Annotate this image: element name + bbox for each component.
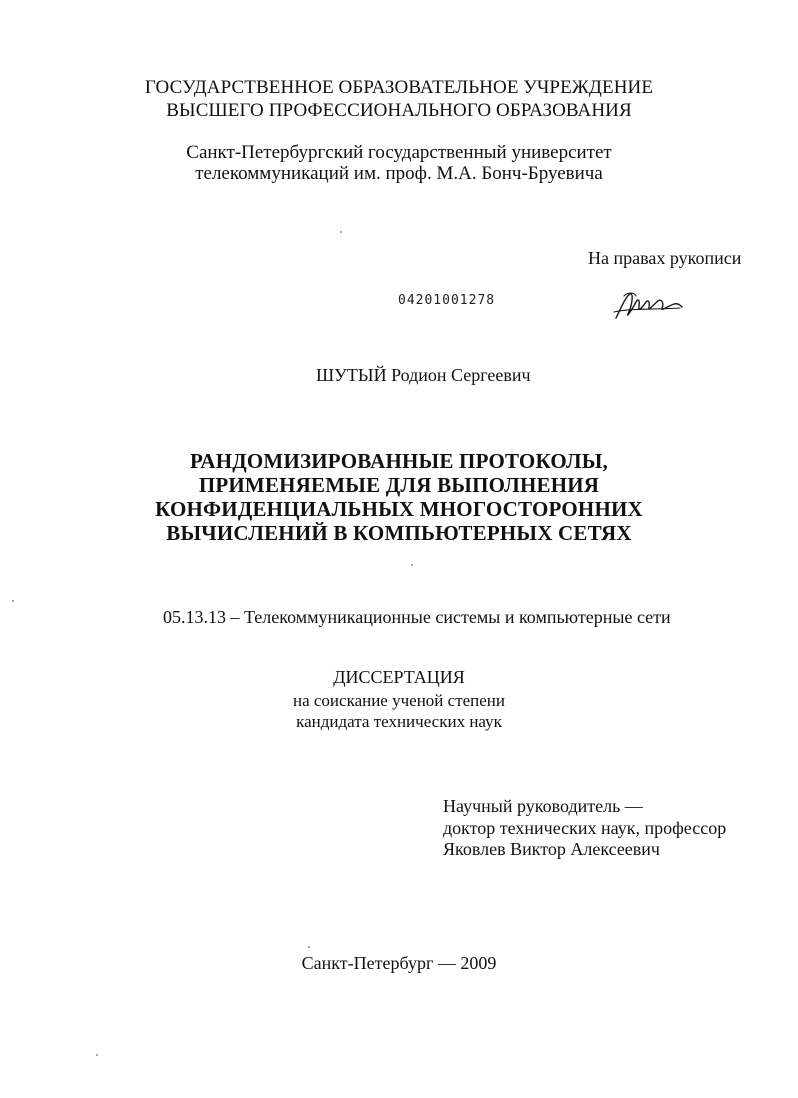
degree-line-2: кандидата технических наук — [296, 712, 502, 731]
city-year: Санкт-Петербург — 2009 — [301, 953, 497, 973]
advisor-role: Научный руководитель — — [443, 796, 643, 816]
title-line-3: КОНФИДЕНЦИАЛЬНЫХ МНОГОСТОРОННИХ — [155, 497, 643, 521]
scan-speck — [308, 946, 310, 948]
dissertation-heading: ДИССЕРТАЦИЯ — [333, 667, 465, 687]
library-stamp-number: 04201001278 — [398, 293, 496, 308]
signature-icon — [612, 288, 684, 324]
institution-line-1: ГОСУДАРСТВЕННОЕ ОБРАЗОВАТЕЛЬНОЕ УЧРЕЖДЕНИЕ — [144, 77, 654, 98]
scan-speck — [12, 600, 14, 602]
scan-speck — [411, 564, 413, 566]
scan-speck — [96, 1054, 98, 1056]
scan-speck — [340, 231, 342, 233]
advisor-name: Яковлев Виктор Алексеевич — [443, 839, 660, 859]
title-line-4: ВЫЧИСЛЕНИЙ В КОМПЬЮТЕРНЫХ СЕТЯХ — [166, 521, 632, 545]
advisor-degree: доктор технических наук, профессор — [443, 818, 727, 838]
title-line-2: ПРИМЕНЯЕМЫЕ ДЛЯ ВЫПОЛНЕНИЯ — [198, 473, 600, 497]
degree-line-1: на соискание ученой степени — [292, 691, 506, 710]
author-name: ШУТЫЙ Родион Сергеевич — [316, 365, 531, 385]
title-line-1: РАНДОМИЗИРОВАННЫЕ ПРОТОКОЛЫ, — [190, 449, 608, 473]
university-line-2: телекоммуникаций им. проф. М.А. Бонч-Бруевича — [195, 163, 603, 184]
specialty-code: 05.13.13 – Телекоммуникационные системы и компьютерные сети — [163, 607, 671, 627]
university-line-1: Санкт-Петербургский государственный университет — [186, 142, 612, 163]
manuscript-rights-label: На правах рукописи — [588, 248, 742, 268]
institution-line-2: ВЫСШЕГО ПРОФЕССИОНАЛЬНОГО ОБРАЗОВАНИЯ — [166, 100, 632, 121]
